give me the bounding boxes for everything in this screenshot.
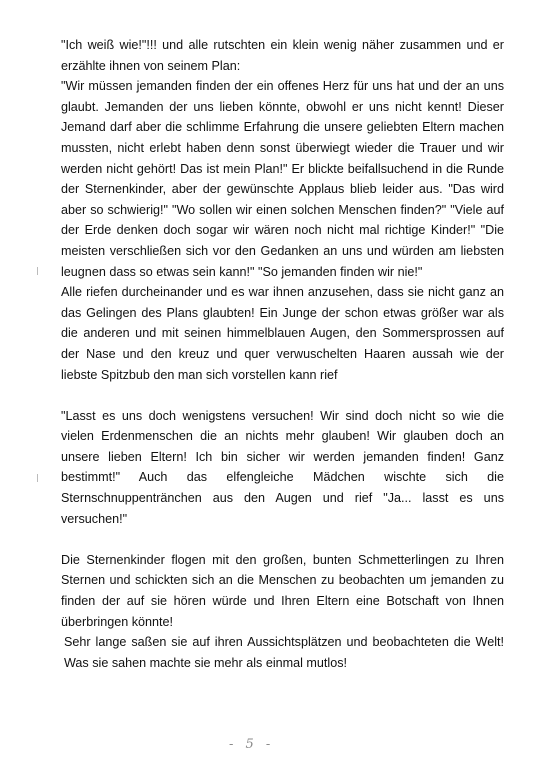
- document-body: [61, 35, 504, 673]
- paragraph: "Wir müssen jemanden finden der ein offenes Herz für uns hat und der an uns glaubt. Jemanden der uns lieben könnte, obwohl er uns nicht kennt! Dieser Jemand darf aber die schlimme Erfahrung die unsere geliebten Eltern machen mussten, nicht erlebt haben denn sonst überwiegt wieder die Trauer und wir werden nicht gehört! Das ist mein Plan!" Er blickte beifallsuchend in die Runde der Sternenkinder, aber der gewünschte Applaus blieb leider aus. "Das wird aber so schwierig!" "Wo sollen wir einen solchen Menschen finden?" "Viele auf der Erde denken doch sogar wir wären noch nicht mal richtige Kinder!" "Die meisten verschließen sich vor den Gedanken an uns und würden am liebsten leugnen dass so etwas sein kann!" "So jemanden finden wir nie!": [61, 79, 504, 279]
- paragraph: Alle riefen durcheinander und es war ihnen anzusehen, dass sie nicht ganz an das Gelingen des Plans glaubten! Ein Junge der schon etwas größer war als die anderen und mit seinen himmelblauen Augen, den Sommersprossen auf der Nase und den kreuz und quer verwuschelten Haaren aussah wie der liebste Spitzbub den man sich vorstellen kann rief: [61, 285, 504, 382]
- paragraph: Sehr lange saßen sie auf ihren Aussichtsplätzen und beobachteten die Welt! Was sie sahen machte sie mehr als einmal mutlos!: [64, 635, 504, 670]
- paragraph-spacer: [61, 385, 504, 406]
- paragraph: "Lasst es uns doch wenigstens versuchen! Wir sind doch nicht so wie die vielen Erdenmenschen die an nichts mehr glauben! Wir glauben doch an unsere lieben Eltern! Ich bin sicher wir werden jemanden finden! Ganz bestimmt!" Auch das elfengleiche Mädchen wischte sich die Sternschnuppentränchen aus den Augen und rief "Ja... lasst es uns versuchen!": [61, 408, 504, 526]
- margin-mark: [37, 474, 40, 482]
- margin-mark: [37, 267, 40, 275]
- paragraph: Die Sternenkinder flogen mit den großen, bunten Schmetterlingen zu Ihren Sternen und schickten sich an die Menschen zu beobachten um jemanden zu finden der auf sie hören würde und Ihren Eltern eine Botschaft von Ihnen überbringen könnte!: [61, 552, 504, 629]
- page-number: - 5 -: [229, 737, 275, 752]
- paragraph: "Ich weiß wie!"!!! und alle rutschten ein klein wenig näher zusammen und er erzählte ihnen von seinem Plan:: [61, 38, 504, 73]
- paragraph-spacer: [61, 529, 504, 550]
